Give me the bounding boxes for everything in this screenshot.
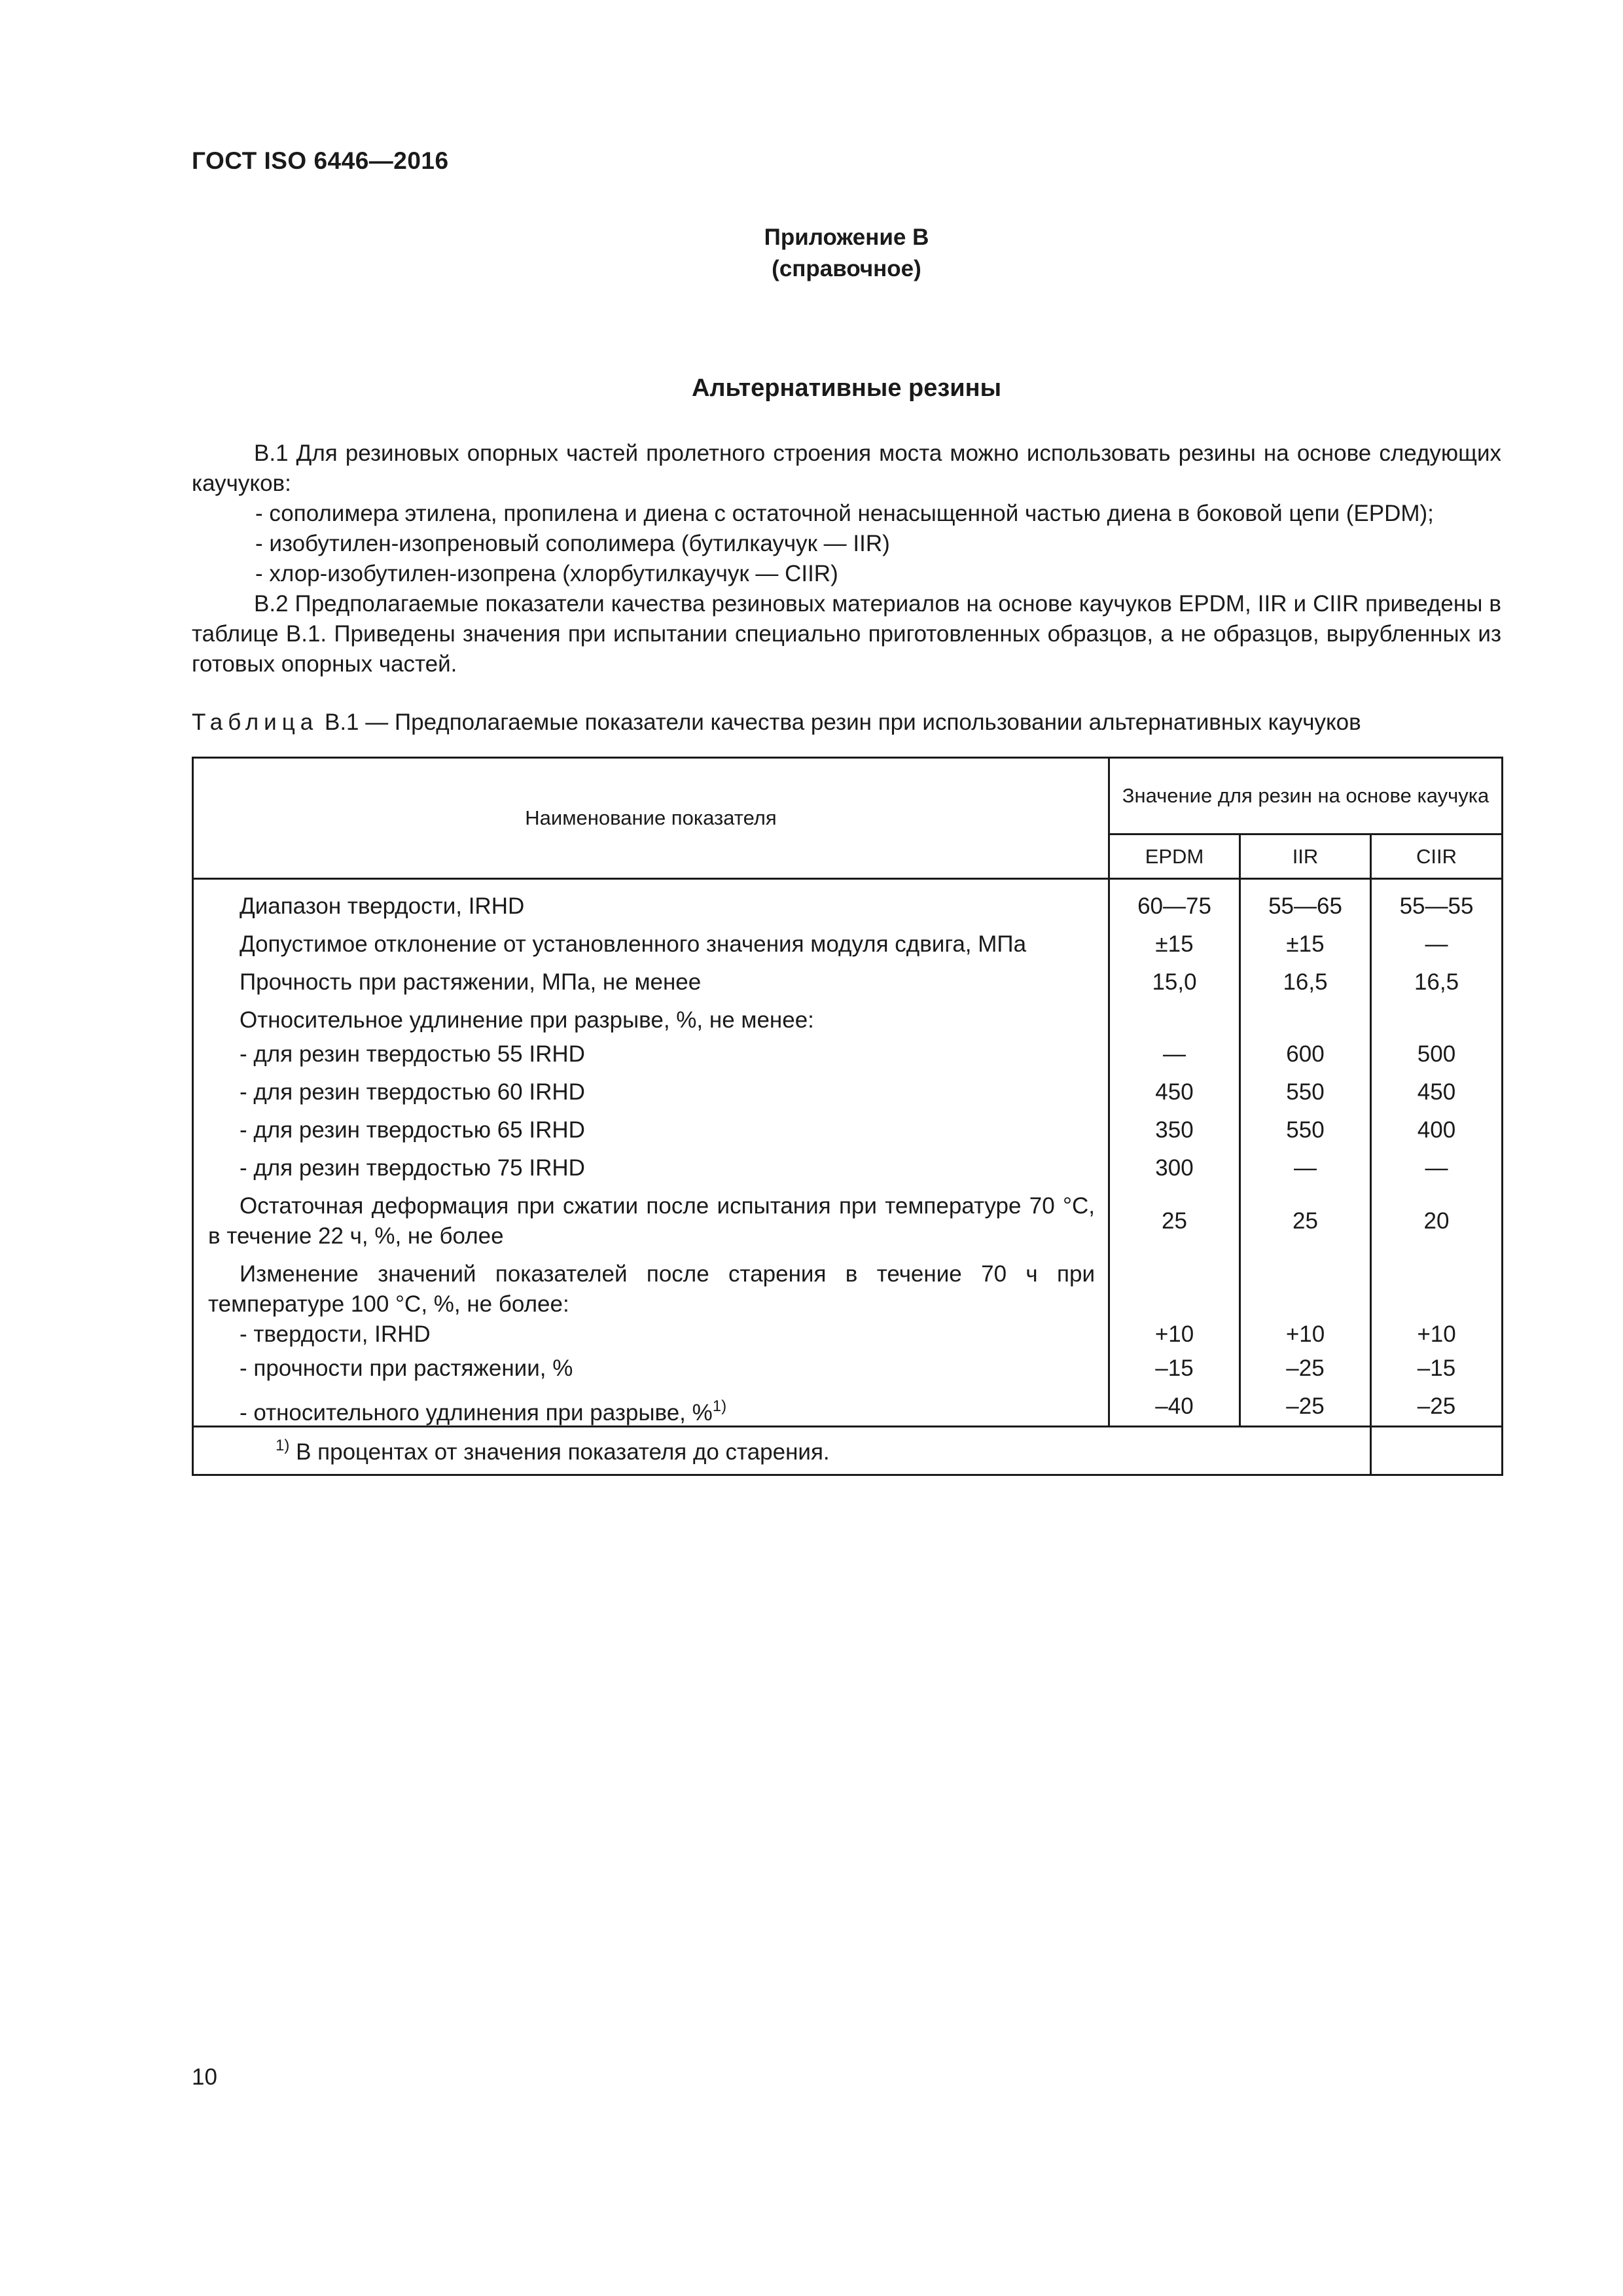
table-row-name: - прочности при растяжении, % (240, 1355, 573, 1381)
table-row-name: Прочность при растяжении, МПа, не менее (240, 969, 702, 995)
table-cell: 400 (1417, 1117, 1456, 1143)
table-cell: 55—65 (1268, 893, 1342, 919)
table-cell: –40 (1155, 1393, 1194, 1419)
table-row-name: - твердости, IRHD (240, 1321, 431, 1347)
table-cell: 450 (1155, 1079, 1194, 1105)
table-cell: 350 (1155, 1117, 1194, 1143)
document-code: ГОСТ ISO 6446—2016 (192, 147, 449, 174)
header-iir: IIR (1240, 834, 1371, 879)
table-cell: –25 (1286, 1355, 1325, 1381)
table-row-name: - для резин твердостью 60 IRHD (240, 1079, 585, 1105)
list-item: - сополимера этилена, пропилена и диена с остаточной ненасыщенной частью диена в боковой цепи (EPDM); (255, 501, 1434, 526)
table-row-name: Относительное удлинение при разрыве, %, не менее: (240, 1007, 814, 1033)
table-row-name: Допустимое отклонение от установленного значения модуля сдвига, МПа (240, 931, 1027, 957)
table-cell: 300 (1155, 1155, 1194, 1181)
table-cell: ±15 (1155, 931, 1194, 957)
table-cell: ±15 (1286, 931, 1325, 957)
table-cell: –15 (1155, 1355, 1194, 1381)
values-iir (1240, 879, 1371, 1427)
table-row-name: - для резин твердостью 75 IRHD (240, 1155, 585, 1181)
table-cell: — (1163, 1041, 1186, 1067)
indicator-names-cell (193, 879, 1109, 1427)
header-indicator-name: Наименование показателя (193, 758, 1109, 879)
table-footnote: $^{1)}$ В процентах от значения показателя до старения. (193, 1427, 1371, 1475)
table-cell: 600 (1286, 1041, 1325, 1067)
table-caption (192, 709, 1361, 736)
table-cell: 550 (1286, 1079, 1325, 1105)
paragraph-b2: В.2 Предполагаемые показатели качества резиновых материалов на основе каучуков EPDM, IIR и CIIR приведены в таблице В.1. Приведены значения при испытании специально приготовленных образцов, а не образцов, вырубленных из готовых опорных частей. (192, 591, 1501, 677)
table-cell-empty (1372, 1001, 1501, 1035)
table-cell: 55—55 (1399, 893, 1474, 919)
table-footnote-empty-cell (1371, 1427, 1503, 1475)
table-cell: 25 (1293, 1208, 1318, 1234)
table-cell: 15,0 (1152, 969, 1197, 995)
table-row-name: Диапазон твердости, IRHD (240, 893, 525, 919)
table-cell: 16,5 (1414, 969, 1459, 995)
table-row-name: Изменение значений показателей после старения в течение 70 ч при температуре 100 °C, %, не более: (208, 1261, 1095, 1317)
table-caption-text: В.1 — Предполагаемые показатели качества резин при использовании альтернативных каучуков (324, 709, 1361, 735)
header-value-group: Значение для резин на основе каучука (1109, 758, 1503, 834)
table-cell: — (1425, 931, 1448, 957)
table-cell: 16,5 (1283, 969, 1328, 995)
table-cell: — (1425, 1155, 1448, 1181)
table-cell: –25 (1417, 1393, 1456, 1419)
section-title: Альтернативные резины (691, 374, 1002, 402)
table-cell-empty (1241, 1255, 1370, 1319)
table-cell: 550 (1286, 1117, 1325, 1143)
appendix-subtitle: (справочное) (772, 256, 921, 281)
table-cell: –25 (1286, 1393, 1325, 1419)
footnote-mark: 1) (276, 1436, 290, 1454)
table-cell: 500 (1417, 1041, 1456, 1067)
values-ciir (1371, 879, 1503, 1427)
table-caption-prefix: Таблица (192, 709, 319, 735)
table-cell-empty (1110, 1255, 1239, 1319)
header-ciir: CIIR (1371, 834, 1503, 879)
list-item: - изобутилен-изопреновый сополимера (бутилкаучук — IIR) (255, 531, 890, 556)
table-cell: +10 (1417, 1321, 1456, 1347)
paragraph-b1: В.1 Для резиновых опорных частей пролетного строения моста можно использовать резины на основе следующих каучуков: (192, 440, 1501, 496)
table-cell: 60—75 (1137, 893, 1211, 919)
table-cell: +10 (1154, 1321, 1194, 1347)
list-item: - хлор-изобутилен-изопрена (хлорбутилкаучук — CIIR) (255, 561, 838, 586)
values-epdm (1109, 879, 1240, 1427)
header-epdm: EPDM (1109, 834, 1240, 879)
table-cell: 20 (1423, 1208, 1450, 1234)
table-cell: –15 (1417, 1355, 1456, 1381)
properties-table (192, 757, 1503, 1476)
table-cell-empty (1241, 1001, 1370, 1035)
table-cell: — (1294, 1155, 1317, 1181)
table-cell: 25 (1162, 1208, 1187, 1234)
appendix-title: Приложение В (764, 224, 929, 250)
table-row-name: Остаточная деформация при сжатии после испытания при температуре 70 °C, в течение 22 ч, %, не более (208, 1193, 1095, 1249)
table-row-name: - для резин твердостью 55 IRHD (240, 1041, 585, 1067)
table-cell-empty (1110, 1001, 1239, 1035)
table-cell: +10 (1285, 1321, 1325, 1347)
footnote-ref: 1) (712, 1397, 727, 1415)
page-number: 10 (192, 2064, 217, 2090)
table-cell-empty (1372, 1255, 1501, 1319)
table-row-name: - для резин твердостью 65 IRHD (240, 1117, 585, 1143)
table-cell: 450 (1417, 1079, 1456, 1105)
table-row-name: - относительного удлинения при разрыве, %$^{1)}$ (240, 1397, 727, 1426)
